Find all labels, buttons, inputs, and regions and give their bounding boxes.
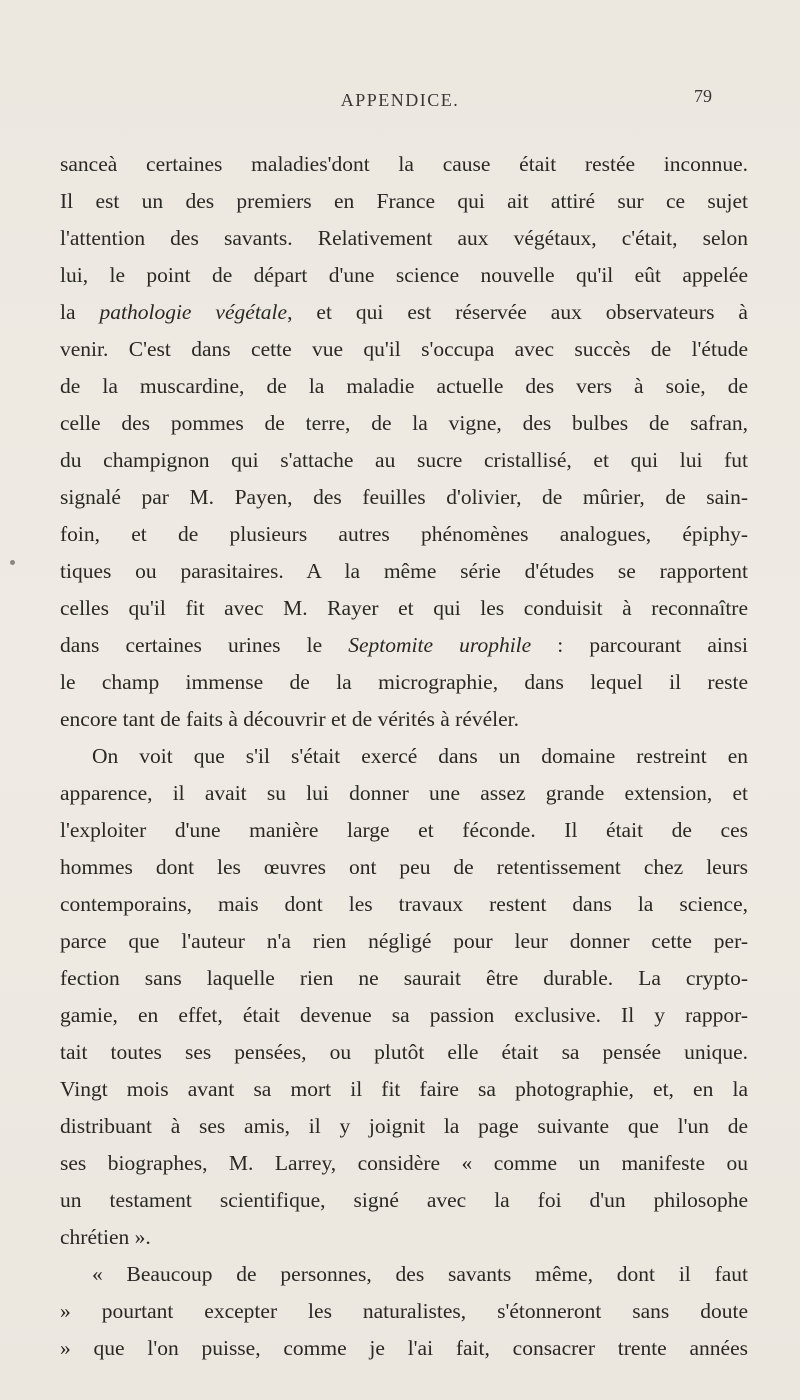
text-line: Il est un des premiers en France qui ait attiré sur ce sujet [60, 189, 748, 213]
text-line: foin, et de plusieurs autres phénomènes analogues, épiphy- [60, 522, 748, 546]
body-text [60, 146, 748, 1367]
text-line: venir. C'est dans cette vue qu'il s'occupa avec succès de l'étude [60, 337, 748, 361]
text-line: le champ immense de la micrographie, dans lequel il reste [60, 670, 748, 694]
text-line: On voit que s'il s'était exercé dans un domaine restreint en [92, 744, 748, 768]
text-line: « Beaucoup de personnes, des savants même, dont il faut [92, 1262, 748, 1286]
text-line: » que l'on puisse, comme je l'ai fait, consacrer trente années [60, 1336, 748, 1360]
text-line: Vingt mois avant sa mort il fit faire sa photographie, et, en la [60, 1077, 748, 1101]
page-number: 79 [694, 86, 712, 106]
paragraph-3 [60, 1256, 748, 1367]
text-line: celle des pommes de terre, de la vigne, des bulbes de safran, [60, 411, 748, 435]
text-line: tiques ou parasitaires. A la même série d'études se rapportent [60, 559, 748, 583]
text-line: tait toutes ses pensées, ou plutôt elle était sa pensée unique. [60, 1040, 748, 1064]
text-line: lui, le point de départ d'une science nouvelle qu'il eût appelée [60, 263, 748, 287]
text-line: encore tant de faits à découvrir et de vérités à révéler. [60, 707, 520, 731]
text-line: de la muscardine, de la maladie actuelle des vers à soie, de [60, 374, 748, 398]
text-line: contemporains, mais dont les travaux restent dans la science, [60, 892, 748, 916]
margin-mark [10, 560, 15, 565]
text-line: celles qu'il fit avec M. Rayer et qui les conduisit à reconnaître [60, 596, 748, 620]
text-line: distribuant à ses amis, il y joignit la page suivante que l'un de [60, 1114, 748, 1138]
text-line: apparence, il avait su lui donner une assez grande extension, et [60, 781, 748, 805]
text-line: hommes dont les œuvres ont peu de retentissement chez leurs [60, 855, 748, 879]
paragraph-2 [60, 738, 748, 1256]
text-line: la pathologie végétale, et qui est réservée aux observateurs à [60, 300, 748, 324]
text-line: dans certaines urines le Septomite urophile : parcourant ainsi [60, 633, 748, 657]
text-line: l'exploiter d'une manière large et féconde. Il était de ces [60, 818, 748, 842]
text-line: parce que l'auteur n'a rien négligé pour leur donner cette per- [60, 929, 748, 953]
text-line: l'attention des savants. Relativement aux végétaux, c'était, selon [60, 226, 748, 250]
italic-term: pathologie végétale [99, 300, 288, 324]
page-header [0, 86, 800, 120]
text-line: » pourtant excepter les naturalistes, s'étonneront sans doute [60, 1299, 748, 1323]
text-line: un testament scientifique, signé avec la foi d'un philosophe [60, 1188, 748, 1212]
text-line: chrétien ». [60, 1225, 151, 1249]
text-line: sanceà certaines maladies'dont la cause était restée inconnue. [60, 152, 748, 176]
text-line: ses biographes, M. Larrey, considère « comme un manifeste ou [60, 1151, 748, 1175]
running-head: APPENDICE. [340, 90, 460, 110]
text-line: du champignon qui s'attache au sucre cristallisé, et qui lui fut [60, 448, 748, 472]
italic-term: Septomite urophile [348, 633, 532, 657]
paragraph-1 [60, 146, 748, 738]
text-line: signalé par M. Payen, des feuilles d'olivier, de mûrier, de sain- [60, 485, 748, 509]
text-line: fection sans laquelle rien ne saurait être durable. La crypto- [60, 966, 748, 990]
text-line: gamie, en effet, était devenue sa passion exclusive. Il y rappor- [60, 1003, 748, 1027]
